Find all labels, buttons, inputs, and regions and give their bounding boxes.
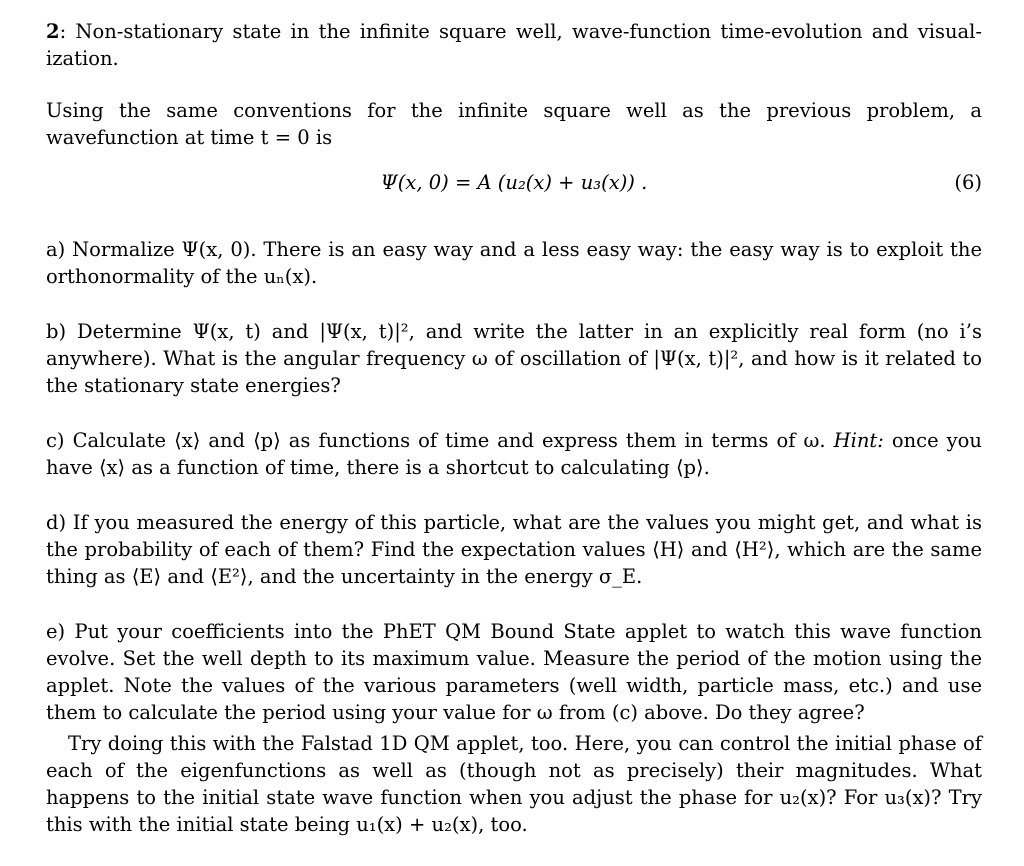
part-c-hint-label: Hint: [833,429,884,452]
part-c-text: c) Calculate ⟨x⟩ and ⟨p⟩ as functions of time and express them in terms of ω. [46,429,834,452]
part-b: b) Determine Ψ(x, t) and |Ψ(x, t)|², and write the latter in an explicitly real form (no i’s anywhere). What is the angular frequency ω of oscillation of |Ψ(x, t)|², and how is it related to the stationary state energies? [46,320,982,397]
problem-heading [46,18,982,72]
part-d: d) If you measured the energy of this particle, what are the values you might get, and what is the probability of each of them? Find the expectation values ⟨H⟩ and ⟨H²⟩, which are the same thing as ⟨E⟩ and ⟨E²⟩, and the uncertainty in the energy σ_E. [46,511,982,588]
part-c [46,427,982,481]
equation-6 [46,165,982,203]
part-e-followup: Try doing this with the Falstad 1D QM applet, too. Here, you can control the initial phase of each of the eigenfunctions as well as (though not as precisely) their magnitudes. What happens to the initial state wave function when you adjust the phase for u₂(x)? For u₃(x)? Try this with the initial state being u₁(x) + u₂(x), too. [46,732,982,836]
problem-number: 2 [46,20,60,43]
part-c-hint-text: once you have ⟨x⟩ as a function of time, there is a shortcut to calculating ⟨p⟩. [46,429,982,479]
part-a: a) Normalize Ψ(x, 0). There is an easy way and a less easy way: the easy way is to exploit the orthonormality of the uₙ(x). [46,238,982,288]
part-e: e) Put your coefficients into the PhET QM Bound State applet to watch this wave function evolve. Set the well depth to its maximum value. Measure the period of the motion using the applet. Note the values of the various parameters (well width, particle mass, etc.) and use them to calculate the period using your value for ω from (c) above. Do they agree? [46,620,982,724]
equation-expression: Ψ(x, 0) = A (u₂(x) + u₃(x)) . [380,171,648,194]
intro-paragraph: Using the same conventions for the infinite square well as the previous problem, a wavefunction at time t = 0 is [46,99,982,149]
equation-number: (6) [954,171,982,194]
problem-title: : Non-stationary state in the infinite square well, wave-function time-evolution and visual-ization. [46,20,982,70]
problem-document [46,18,982,838]
